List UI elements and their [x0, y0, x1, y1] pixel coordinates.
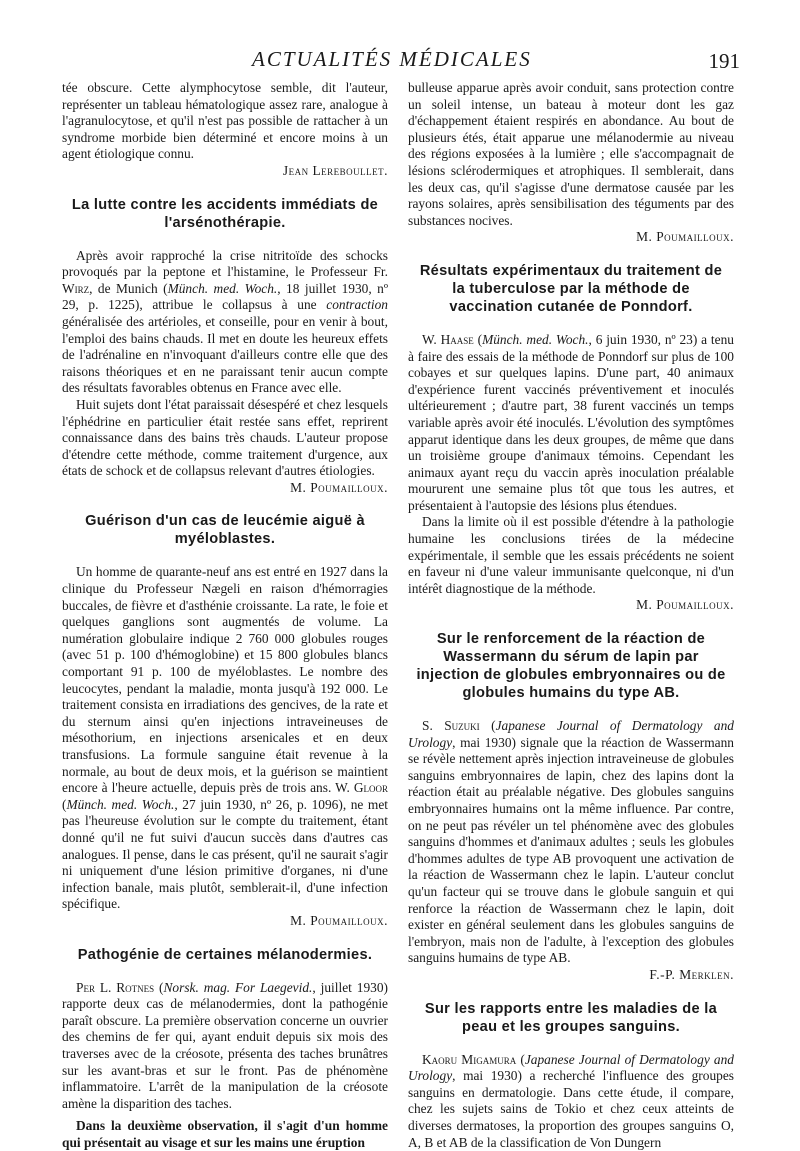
right-column — [408, 80, 734, 1151]
signature: F.-P. Merklen. — [649, 966, 734, 982]
journal-name: Japanese Journal of Dermatology and Urology — [408, 1051, 734, 1084]
author-name: Kaoru Migamura — [422, 1051, 517, 1067]
author-name: S. Suzuki — [422, 718, 480, 734]
article-paragraph: Après avoir rapproché la crise nitritoïde des schocks provoqués par la peptone et l'histamine, le Professeur Fr. Wirz, de Munich (Münch. med. Woch., 18 juillet 1930, nº 29, p. 1225), attribue le collapsus à une contraction généralisée des artérioles, et conseille, pour en venir à bout, l'emploi des bains chauds. Il met en doute les heureux effets de l'adrénaline en n'invoquant d'ailleurs contre elle que des raisons théoriques et en ne paraissant tenir aucun compte des résultats favorables obtenus en France avec elle. — [62, 247, 388, 396]
signature: M. Poumailloux. — [290, 912, 388, 928]
article-paragraph: W. Haase (Münch. med. Woch., 6 juin 1930, nº 23) a tenu à faire des essais de la méthode de Ponndorf sur plus de 100 cobayes et sur quelques lapins. D'une part, 40 animaux d'expérience furent vaccinés préventivement et inoculés ultérieurement ; d'autre part, 38 furent vaccinés un temps variable après avoir été inoculés. L'évolution des symptômes apparut identique dans les deux groupes, de même que dans un troisième groupe d'animaux témoins. Cependant les animaux ayant reçu du vaccin après inoculation préalable moururent une semaine plus tôt que tous les autres, et présentaient à l'autopsie des lésions plus étendues. — [408, 331, 734, 513]
journal-name: Münch. med. Woch. — [482, 331, 589, 347]
journal-name: Norsk. mag. For Laegevid. — [163, 979, 313, 995]
journal-name: Münch. med. Woch. — [167, 280, 278, 296]
author-name: Per L. Rotnes — [76, 979, 155, 995]
article-paragraph: Huit sujets dont l'état paraissait désespéré et chez lesquels l'éphédrine en particulier était restée sans effet, reprirent connaissance dans des bains très chauds. L'auteur propose d'étendre cette méthode, comme traitement d'urgence, aux états de schock et de collapsus relevant d'autres étiologies. — [62, 396, 388, 479]
article-paragraph: Dans la deuxième observation, il s'agit d'un homme qui présentait au visage et sur les mains une éruption — [62, 1118, 388, 1150]
article-title-groupes-sanguins: Sur les rapports entre les maladies de la peau et les groupes sanguins. — [424, 1000, 718, 1035]
journal-name: Münch. med. Woch. — [66, 796, 175, 812]
page-number: 191 — [708, 49, 740, 73]
intro-signature: Jean Lereboullet. — [282, 162, 388, 178]
intro-paragraph: tée obscure. Cette alymphocytose semble, dit l'auteur, représenter un tableau hématologique assez rare, analogue à l'agranulocytose, et qu'il n'est pas possible de rattacher à un syndrome morbide bien déterminé et encore moins à un agent étiologique connu. — [62, 80, 388, 162]
article-title-wassermann: Sur le renforcement de la réaction de Wassermann du sérum de lapin par injection de globules embryonnaires ou de globules humains du type AB. — [416, 631, 726, 702]
continuation-paragraph: bulleuse apparue après avoir conduit, sans protection contre un soleil intense, un bateau à moteur dont les gaz d'échappement étaient respirés en abondance. Au bout de plusieurs étés, était apparue une mélanodermie au niveau des régions exposées à la lumière ; elle s'accompagnait de lésions sclérodermiques et atrophiques. Il semblerait, dans les deux cas, qu'il s'agisse d'une dermatose causée par les rayons solaires, après sensibilisation des téguments par des substances nocives. — [408, 80, 734, 228]
signature: M. Poumailloux. — [636, 597, 734, 613]
article-paragraph: S. Suzuki (Japanese Journal of Dermatology and Urology, mai 1930) signale que la réaction de Wassermann se révèle nettement après injection intraveineuse de globules sanguins embryonnaires de lapin, chez des lapins dont la réaction était au préalable négative. Des globules sanguins embryonnaires humains ont la même influence. Par contre, on ne peut pas révéler un tel phénomène avec des globules sanguins d'hommes et d'animaux adultes ; seuls les globules d'hommes adultes de type AB provoquent une activation de la réaction de Wassermann chez le lapin. L'auteur conclut qu'un facteur qui se trouve dans le globule sanguin et qui renforce la réaction de Wassermann chez le lapin, doit exister en général seulement dans les globules sanguins de l'embryon, mais non de l'adulte, à l'exception des globules sanguins humains de type AB. — [408, 718, 734, 966]
article-paragraph: Per L. Rotnes (Norsk. mag. For Laegevid., juillet 1930) rapporte deux cas de mélanodermies, dont la pathogénie paraît obscure. La première observation concerne un ouvrier des chemins de fer qui, ayant enduit depuis six mois des traverses avec de la créosote, présenta des taches brunâtres sur les avant-bras et sur le front. Pas de phénomène inflammatoire. L'arrêt de la manipulation de la créosote amène la disparition des taches. — [62, 979, 388, 1111]
journal-name: Japanese Journal of Dermatology and Urology — [408, 718, 734, 750]
signature: M. Poumailloux. — [636, 229, 734, 245]
article-title-melanodermies: Pathogénie de certaines mélanodermies. — [77, 946, 373, 963]
page-header — [64, 47, 740, 77]
article-paragraph: Un homme de quarante-neuf ans est entré en 1927 dans la clinique du Professeur Nægeli en raison d'hémorragies buccales, de fièvre et d'asthénie croissante. La rate, le foie et quelques ganglions sont augmentés de volume. La numération globulaire indique 2 760 000 globules rouges (avec 51 p. 100 d'hémoglobine) et 15 800 globules blancs comportant 91 p. 100 de myéloblastes. Le nombre des leucocytes, pendant la maladie, monta jusqu'à 192 000. Le traitement consista en irradiations des gencives, de la rate et du sternum ainsi qu'en injections intraveineuses de mésothorium, en injections arsenicales et en deux transfusions. La formule sanguine était revenue à la normale, au bout de deux mois, et la guérison se maintient encore à l'heure actuelle, depuis près de trois ans. W. Gloor (Münch. med. Woch., 27 juin 1930, nº 26, p. 1096), ne met pas l'heureuse évolution sur le compte du traitement, étant donné qu'il ne fut suivi d'aucun succès dans d'autres cas analogues. Il pense, dans le cas présent, qu'il ne saurait s'agir ni uniquement d'une lésion primitive d'organes, ni d'une infection banale, mais plutôt, semblerait-il, d'une infection spécifique. — [62, 564, 388, 912]
author-name: W. Haase — [422, 331, 474, 347]
article-title-arsenotherapie: La lutte contre les accidents immédiats de l'arsénothérapie. — [71, 196, 379, 231]
author-name: Gloor — [353, 780, 388, 796]
article-paragraph: Kaoru Migamura (Japanese Journal of Dermatology and Urology, mai 1930) a recherché l'influence des groupes sanguins en dermatologie. Dans cette étude, il compare, chez les sujets sains de Tokio et chez ceux atteints de diverses dermatoses, la proportion des groupes sanguins O, A, B et AB de la classification de Von Dungern — [408, 1051, 734, 1150]
signature: M. Poumailloux. — [290, 479, 388, 495]
author-name: Wirz — [62, 280, 90, 296]
article-title-ponndorf: Résultats expérimentaux du traitement de la tuberculose par la méthode de vaccination cutanée de Ponndorf. — [419, 262, 723, 315]
article-title-leucemie: Guérison d'un cas de leucémie aiguë à myéloblastes. — [85, 513, 365, 548]
article-paragraph: Dans la limite où il est possible d'étendre à la pathologie humaine les conclusions tirées de la médecine expérimentale, il semble que les essais précédents ne soient en faveur ni d'une valeur immunisante quelconque, ni d'un intérêt diagnostique de la méthode. — [408, 514, 734, 596]
running-head: ACTUALITÉS MÉDICALES — [252, 47, 532, 71]
left-column — [62, 80, 388, 1151]
